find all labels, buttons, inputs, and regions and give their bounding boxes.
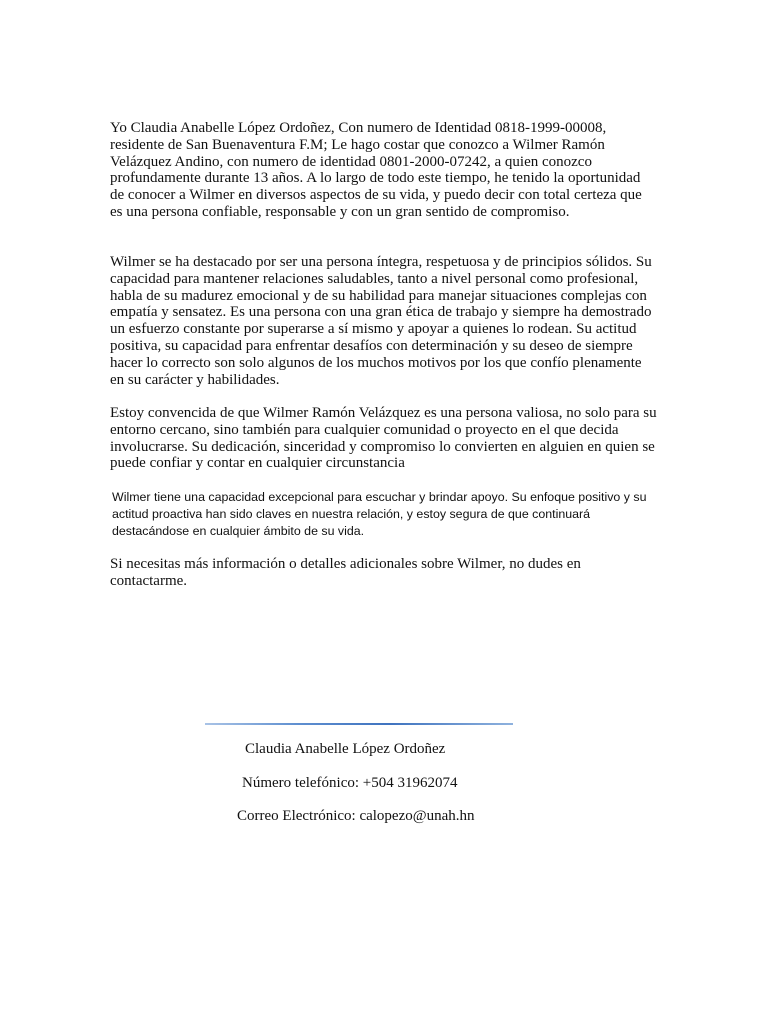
signature-phone: Número telefónico: +504 31962074 bbox=[242, 775, 458, 791]
signature-name: Claudia Anabelle López Ordoñez bbox=[245, 741, 446, 757]
signature-email: Correo Electrónico: calopezo@unah.hn bbox=[237, 808, 475, 824]
paragraph-introduction: Yo Claudia Anabelle López Ordoñez, Con numero de Identidad 0818-1999-00008, residente de San Buenaventura F.M; Le hago costar que conozco a Wilmer Ramón Velázquez Andino, con numero de identidad 0801-2000-07242, a quien conozco profundamente durante 13 años. A lo largo de todo este tiempo, he tenido la oportunidad de conocer a Wilmer en diversos aspectos de su vida, y puedo decir con total certeza que es una persona confiable, responsable y con un gran sentido de compromiso. bbox=[110, 120, 642, 220]
signature-line bbox=[205, 723, 513, 725]
paragraph-support: Wilmer tiene una capacidad excepcional para escuchar y brindar apoyo. Su enfoque positivo y su actitud proactiva han sido claves en nuestra relación, y estoy segura de que continuará destacándose en cualquier ámbito de su vida. bbox=[112, 490, 647, 538]
paragraph-contact-offer: Si necesitas más información o detalles adicionales sobre Wilmer, no dudes en contactarme. bbox=[110, 556, 581, 589]
paragraph-conviction: Estoy convencida de que Wilmer Ramón Velázquez es una persona valiosa, no solo para su entorno cercano, sino también para cualquier comunidad o proyecto en el que decida involucrarse. Su dedicación, sinceridad y compromiso lo convierten en alguien en quien se puede confiar y contar en cualquier circunstancia bbox=[110, 405, 657, 472]
paragraph-character: Wilmer se ha destacado por ser una persona íntegra, respetuosa y de principios sólidos. Su capacidad para mantener relaciones saludables, tanto a nivel personal como profesional, habla de su madurez emocional y de su habilidad para manejar situaciones complejas con empatía y sensatez. Es una persona con una gran ética de trabajo y siempre ha demostrado un esfuerzo constante por superarse a sí mismo y apoyar a quienes lo rodean. Su actitud positiva, su capacidad para enfrentar desafíos con determinación y su deseo de siempre hacer lo correcto son solo algunos de los muchos motivos por los que confío plenamente en su carácter y habilidades. bbox=[110, 254, 652, 388]
